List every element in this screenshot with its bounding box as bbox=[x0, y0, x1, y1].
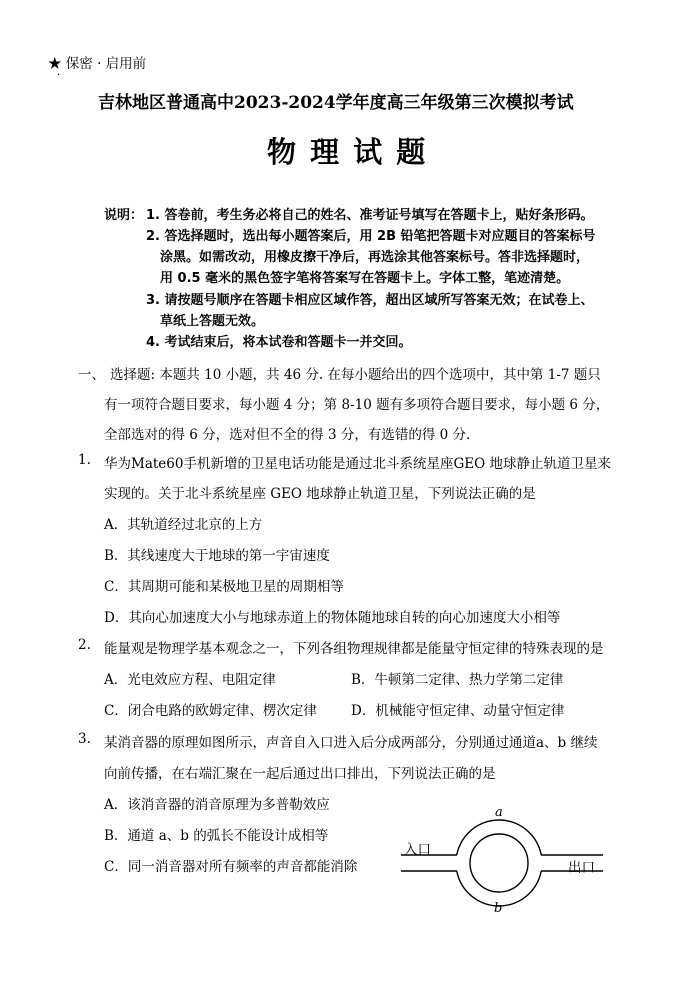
instruction-line: 草纸上答题无效。 bbox=[160, 314, 265, 329]
section-number: 一、 bbox=[78, 367, 105, 383]
instruction-line: 涂黑。如需改动，用橡皮擦干净后，再选涂其他答案标号。答非选择题时， bbox=[160, 250, 590, 265]
option-c: C．同一消音器对所有频率的声音都能消除 bbox=[104, 859, 358, 875]
question-stem-line: 某消音器的原理如图所示，声音自入口进入后分成两部分，分别通过通道a、b 继续 bbox=[104, 735, 598, 751]
confidential-mark: ★ 保密 · 启用前 bbox=[48, 56, 147, 72]
option-a: A．该消音器的消音原理为多普勒效应 bbox=[104, 797, 330, 813]
outer-ring bbox=[456, 820, 542, 906]
dot-mark: · bbox=[57, 70, 61, 81]
section-instruction-line: 选择题: 本题共 10 小题，共 46 分. 在每小题给出的四个选项中，其中第 1-7 题只 bbox=[110, 367, 601, 383]
section-instruction-line: 全部选对的得 6 分，选对但不全的得 3 分，有选错的得 0 分. bbox=[104, 427, 471, 443]
instruction-line: 2. 答选择题时，选出每小题答案后，用 2B 铅笔把答题卡对应题目的答案标号 bbox=[146, 229, 596, 244]
instruction-line: 用 0.5 毫米的黑色签字笔将答案写在答题卡上。字体工整，笔迹清楚。 bbox=[160, 271, 570, 286]
question-number: 2. bbox=[78, 637, 91, 653]
exam-title: 吉林地区普通高中2023-2024学年度高三年级第三次模拟考试 bbox=[98, 93, 574, 113]
channel-b-label: b bbox=[494, 901, 503, 916]
question-stem-line: 实现的。关于北斗系统星座 GEO 地球静止轨道卫星，下列说法正确的是 bbox=[104, 486, 536, 502]
option-d: D．其向心加速度大小与地球赤道上的物体随地球自转的向心加速度大小相等 bbox=[104, 610, 561, 626]
option-c: C．闭合电路的欧姆定律、楞次定律 bbox=[104, 703, 317, 719]
question-stem-line: 能量观是物理学基本观念之一，下列各组物理规律都是能量守恒定律的特殊表现的是 bbox=[104, 641, 604, 657]
question-stem-line: 向前传播，在右端汇聚在一起后通过出口排出，下列说法正确的是 bbox=[104, 766, 496, 782]
question-number: 1. bbox=[78, 452, 91, 468]
option-a: A．其轨道经过北京的上方 bbox=[104, 517, 263, 533]
inlet-label: 入口 bbox=[404, 842, 431, 858]
section-instruction-line: 有一项符合题目要求，每小题 4 分；第 8-10 题有多项符合题目要求，每小题 6 分， bbox=[104, 397, 610, 413]
option-b: B．牛顿第二定律、热力学第二定律 bbox=[351, 672, 564, 688]
channel-a-label: a bbox=[495, 805, 503, 820]
option-c: C．其周期可能和某极地卫星的周期相等 bbox=[104, 579, 344, 595]
question-number: 3. bbox=[78, 731, 91, 747]
option-a: A．光电效应方程、电阻定律 bbox=[104, 672, 276, 688]
instructions-label: 说明： bbox=[104, 208, 144, 223]
option-b: B．通道 a、b 的弧长不能设计成相等 bbox=[104, 828, 329, 844]
option-d: D．机械能守恒定律、动量守恒定律 bbox=[351, 703, 565, 719]
question-stem-line: 华为Mate60手机新增的卫星电话功能是通过北斗系统星座GEO 地球静止轨道卫星来 bbox=[104, 456, 611, 472]
inner-ring bbox=[470, 834, 528, 892]
option-b: B．其线速度大于地球的第一宇宙速度 bbox=[104, 548, 330, 564]
subject-title: 物 理 试 题 bbox=[267, 135, 428, 169]
instruction-line: 1. 答卷前，考生务必将自己的姓名、准考证号填写在答题卡上，贴好条形码。 bbox=[146, 208, 594, 223]
instruction-line: 3. 请按题号顺序在答题卡相应区域作答，超出区域所写答案无效；在试卷上、 bbox=[146, 293, 594, 308]
instruction-line: 4. 考试结束后，将本试卷和答题卡一并交回。 bbox=[146, 335, 412, 350]
outlet-label: 出口 bbox=[568, 860, 595, 876]
